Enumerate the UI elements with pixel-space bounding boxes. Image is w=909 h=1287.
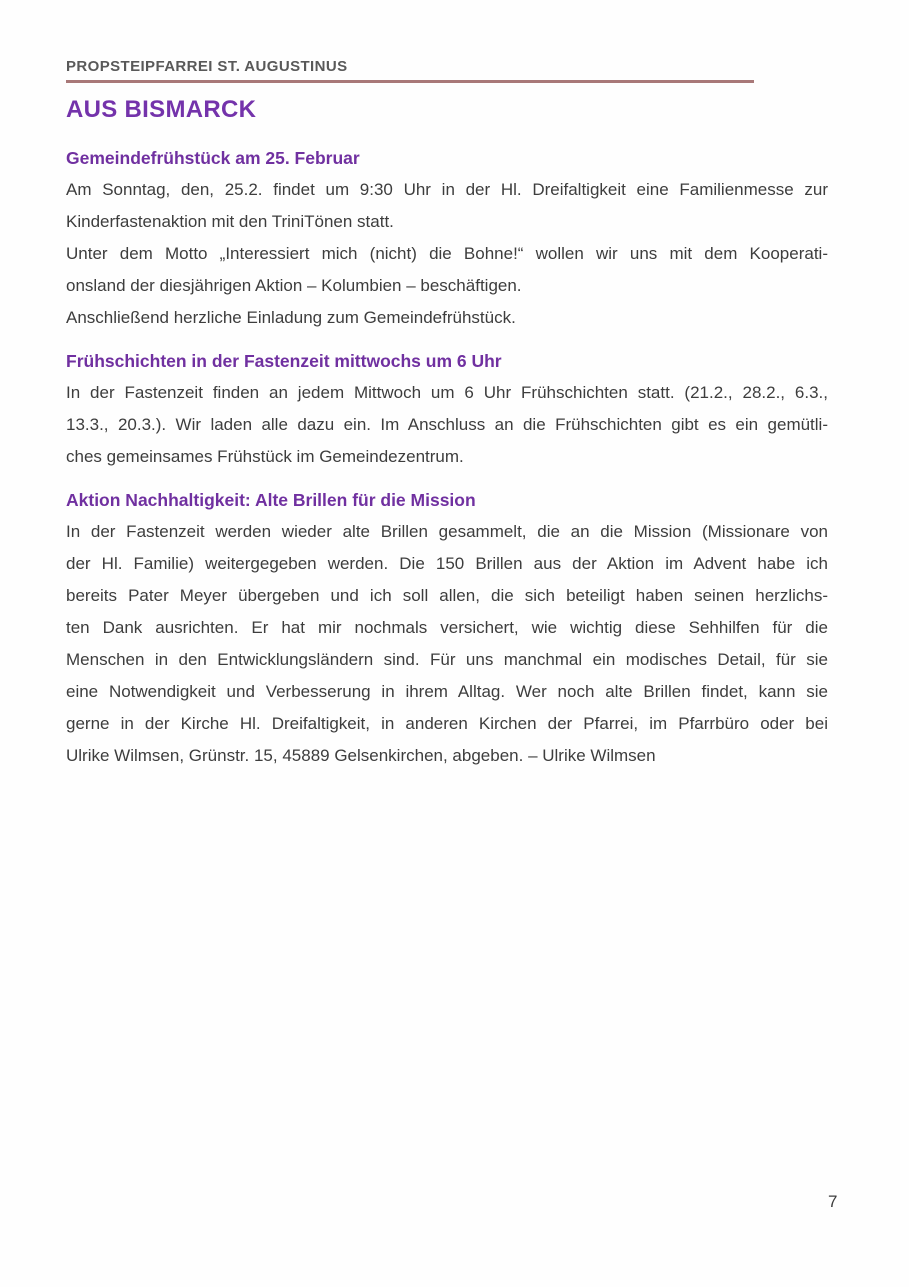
body-text-line: Kinderfastenaktion mit den TriniTönen statt. [66, 212, 394, 231]
section [66, 142, 828, 334]
body-text-line: der Hl. Familie) weitergegeben werden. Die 150 Brillen aus der Aktion im Advent habe ich [66, 554, 828, 573]
body-text-line: Am Sonntag, den, 25.2. findet um 9:30 Uhr in der Hl. Dreifaltigkeit eine Familienmesse zur [66, 180, 828, 199]
body-text-line: Ulrike Wilmsen, Grünstr. 15, 45889 Gelsenkirchen, abgeben. – Ulrike Wilmsen [66, 746, 656, 765]
body-text-line: gerne in der Kirche Hl. Dreifaltigkeit, in anderen Kirchen der Pfarrei, im Pfarrbüro oder bei [66, 714, 828, 733]
body-text-line: bereits Pater Meyer übergeben und ich soll allen, die sich beteiligt haben seinen herzlichs- [66, 586, 828, 605]
body-text-line: onsland der diesjährigen Aktion – Kolumbien – beschäftigen. [66, 276, 522, 295]
section-heading: Frühschichten in der Fastenzeit mittwochs um 6 Uhr [66, 351, 502, 371]
page-header: PROPSTEIPFARREI ST. AUGUSTINUS [66, 58, 754, 83]
page-number: 7 [828, 1192, 838, 1211]
body-text-line: In der Fastenzeit finden an jedem Mittwoch um 6 Uhr Frühschichten statt. (21.2., 28.2., 6.3., [66, 383, 828, 402]
body-text-line: Unter dem Motto „Interessiert mich (nicht) die Bohne!“ wollen wir uns mit dem Kooperati- [66, 244, 828, 263]
section [66, 345, 828, 473]
section-heading: Aktion Nachhaltigkeit: Alte Brillen für die Mission [66, 490, 476, 510]
body-text-line: ches gemeinsames Frühstück im Gemeindezentrum. [66, 447, 464, 466]
body-text-line: ten Dank ausrichten. Er hat mir nochmals versichert, wie wichtig diese Sehhilfen für die [66, 618, 828, 637]
body-text-line: 13.3., 20.3.). Wir laden alle dazu ein. Im Anschluss an die Frühschichten gibt es ein gemütli- [66, 415, 828, 434]
page-title: AUS BISMARCK [66, 96, 257, 123]
section-heading: Gemeindefrühstück am 25. Februar [66, 148, 360, 168]
body-text-line: In der Fastenzeit werden wieder alte Brillen gesammelt, die an die Mission (Missionare von [66, 522, 828, 541]
body-text-line: eine Notwendigkeit und Verbesserung in ihrem Alltag. Wer noch alte Brillen findet, kann sie [66, 682, 828, 701]
body-text-line: Anschließend herzliche Einladung zum Gemeindefrühstück. [66, 308, 516, 327]
document-body [66, 142, 828, 772]
body-text-line: Menschen in den Entwicklungsländern sind. Für uns manchmal ein modisches Detail, für sie [66, 650, 828, 669]
section [66, 484, 828, 772]
